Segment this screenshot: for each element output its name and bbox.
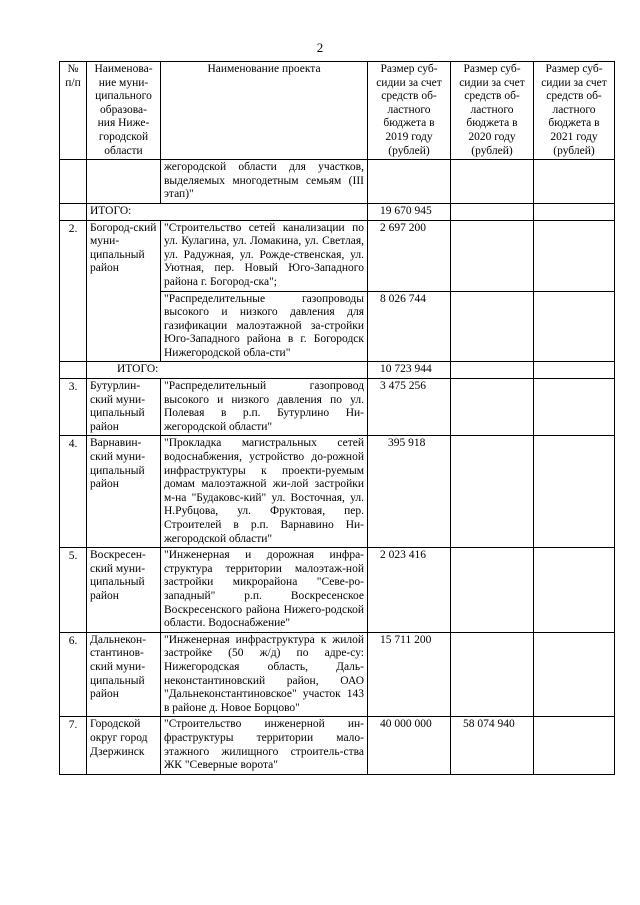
header-municipality: Наименова- ние муни- ципального образова- ния Ниже- городской области: [87, 62, 161, 160]
municipality-cell: [87, 160, 161, 204]
subsidy-2021-cell: [534, 291, 615, 362]
header-2019: Размер суб- сидии за счет средств об- ластного бюджета в 2019 году (рублей): [368, 62, 451, 160]
table-row: [60, 717, 615, 774]
row-number-cell: [60, 203, 87, 220]
project-cell: жегородской области для участков, выделяемых многодетным семьям (III этап)": [161, 160, 368, 204]
project-cell: "Прокладка магистральных сетей водоснабжения, устройство до-рожной инфраструктуры к проекти-руемым домам малоэтажной жи-лой застройки м-на "Будаковс-кий" ул. Восточная, ул. Н.Рубцова, ул. Фруктовая, пер. Строителей в р.п. Варнавино Ни-жегородской области": [161, 436, 368, 548]
total-2021: [534, 362, 615, 379]
table-row: [60, 379, 615, 436]
row-number-cell: 4.: [60, 436, 87, 548]
row-number-cell: 3.: [60, 379, 87, 436]
total-2020: [451, 362, 534, 379]
subsidy-2019-cell: 2 023 416: [368, 548, 451, 633]
subsidy-2021-cell: [534, 160, 615, 204]
header-num: № п/п: [60, 62, 87, 160]
table-row: [60, 220, 615, 291]
municipality-cell: Варнавин-ский муни-ципальный район: [87, 436, 161, 548]
row-number-cell: [60, 160, 87, 204]
municipality-cell: Бутурлин-ский муни-ципальный район: [87, 379, 161, 436]
total-label: ИТОГО:: [87, 203, 368, 220]
subsidy-2021-cell: [534, 436, 615, 548]
project-cell: "Строительство сетей канализации по ул. Кулагина, ул. Ломакина, ул. Светлая, ул. Радужная, ул. Рожде-ственская, ул. Уютная, пер. Новый Юго-Западного района г. Богород-ска";: [161, 220, 368, 291]
row-number-cell: 7.: [60, 717, 87, 774]
subsidy-2020-cell: [451, 379, 534, 436]
subsidy-2021-cell: [534, 379, 615, 436]
project-cell: "Инженерная и дорожная инфра-структура территории малоэтаж-ной застройки микрорайона "Севе-ро-западный" р.п. Воскресенское Воскресенского района Нижего-родской области. Водоснабжение": [161, 548, 368, 633]
municipality-cell: Воскресен-ский муни-ципальный район: [87, 548, 161, 633]
subsidy-2021-cell: [534, 548, 615, 633]
subsidy-2021-cell: [534, 632, 615, 717]
project-cell: "Инженерная инфраструктура к жилой застройке (50 ж/д) по адре-су: Нижегородская область, Даль-неконстантиновский район, ОАО "Дальнеконстантиновское" участок 143 в районе д. Новое Борцово": [161, 632, 368, 717]
subsidy-2020-cell: [451, 160, 534, 204]
subsidy-2020-cell: [451, 548, 534, 633]
subsidy-2019-cell: 2 697 200: [368, 220, 451, 291]
row-number-cell: [60, 362, 87, 379]
subsidy-2020-cell: [451, 220, 534, 291]
subsidy-2020-cell: 58 074 940: [451, 717, 534, 774]
total-row: [60, 203, 615, 220]
municipality-cell: Дальнекон-стантинов-ский муни-ципальный район: [87, 632, 161, 717]
header-row: [60, 62, 615, 160]
row-number-cell: 6.: [60, 632, 87, 717]
total-2021: [534, 203, 615, 220]
project-cell: "Распределительный газопровод высокого и низкого давления по ул. Полевая в р.п. Бутурлино Ни-жегородской области": [161, 379, 368, 436]
row-number-cell: 5.: [60, 548, 87, 633]
subsidy-2019-cell: [368, 160, 451, 204]
subsidy-2019-cell: 3 475 256: [368, 379, 451, 436]
total-row: [60, 362, 615, 379]
total-2020: [451, 203, 534, 220]
subsidy-table: [59, 61, 615, 775]
subsidy-2019-cell: 15 711 200: [368, 632, 451, 717]
header-project: Наименование проекта: [161, 62, 368, 160]
subsidy-2019-cell: 8 026 744: [368, 291, 451, 362]
header-2021: Размер суб- сидии за счет средств об- ластного бюджета в 2021 году (рублей): [534, 62, 615, 160]
subsidy-2020-cell: [451, 291, 534, 362]
subsidy-2021-cell: [534, 717, 615, 774]
table-row: [60, 548, 615, 633]
total-2019: 10 723 944: [368, 362, 451, 379]
row-number-cell: 2.: [60, 220, 87, 362]
subsidy-2019-cell: 40 000 000: [368, 717, 451, 774]
header-2020: Размер суб- сидии за счет средств об- ластного бюджета в 2020 году (рублей): [451, 62, 534, 160]
table-row: [60, 436, 615, 548]
project-cell: "Строительство инженерной ин-фраструктуры территории мало-этажного жилищного строитель-ства ЖК "Северные ворота": [161, 717, 368, 774]
total-2019: 19 670 945: [368, 203, 451, 220]
subsidy-2020-cell: [451, 436, 534, 548]
municipality-cell: Городской округ город Дзержинск: [87, 717, 161, 774]
total-label: ИТОГО:: [87, 362, 368, 379]
municipality-cell: Богород-ский муни-ципальный район: [87, 220, 161, 362]
page-number: 2: [316, 40, 324, 55]
project-cell: "Распределительные газопроводы высокого и низкого давления для газификации малоэтажной за-стройки Юго-Западного района в г. Богородск Нижегородской обла-сти": [161, 291, 368, 362]
subsidy-2019-cell: 395 918: [368, 436, 451, 548]
table-row: [60, 160, 615, 204]
subsidy-2021-cell: [534, 220, 615, 291]
subsidy-2020-cell: [451, 632, 534, 717]
table-row: [60, 632, 615, 717]
